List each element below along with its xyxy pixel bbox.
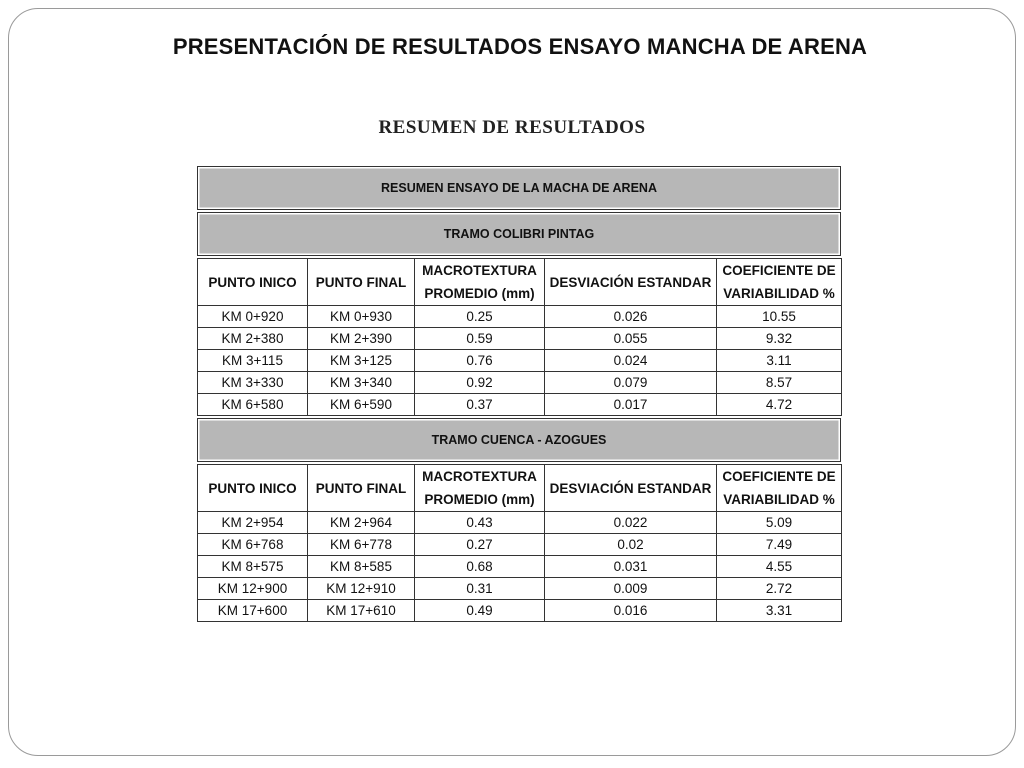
cell-desviacion: 0.017 — [545, 394, 717, 416]
cell-coeficiente: 5.09 — [717, 512, 842, 534]
table-banner: RESUMEN ENSAYO DE LA MACHA DE ARENA — [197, 166, 841, 210]
cell-punto-inicio: KM 3+115 — [198, 350, 308, 372]
section-title: TRAMO COLIBRI PINTAG — [197, 212, 841, 256]
column-header-punto-inicio: PUNTO INICO — [198, 465, 308, 512]
cell-punto-inicio: KM 6+580 — [198, 394, 308, 416]
cell-macrotextura: 0.43 — [415, 512, 545, 534]
cell-punto-inicio: KM 3+330 — [198, 372, 308, 394]
cell-punto-final: KM 17+610 — [308, 600, 415, 622]
cell-macrotextura: 0.59 — [415, 328, 545, 350]
cell-punto-final: KM 6+590 — [308, 394, 415, 416]
column-header-punto-inicio: PUNTO INICO — [198, 259, 308, 306]
table-row — [198, 556, 842, 578]
cell-coeficiente: 8.57 — [717, 372, 842, 394]
cell-macrotextura: 0.92 — [415, 372, 545, 394]
cell-desviacion: 0.02 — [545, 534, 717, 556]
cell-desviacion: 0.026 — [545, 306, 717, 328]
cell-coeficiente: 3.11 — [717, 350, 842, 372]
results-table — [197, 166, 843, 622]
section-table — [197, 258, 842, 416]
cell-coeficiente: 4.55 — [717, 556, 842, 578]
cell-desviacion: 0.055 — [545, 328, 717, 350]
summary-heading: RESUMEN DE RESULTADOS — [378, 117, 646, 138]
cell-punto-inicio: KM 8+575 — [198, 556, 308, 578]
cell-punto-inicio: KM 2+380 — [198, 328, 308, 350]
header-row — [198, 259, 842, 306]
cell-punto-inicio: KM 2+954 — [198, 512, 308, 534]
table-row — [198, 534, 842, 556]
cell-punto-inicio: KM 6+768 — [198, 534, 308, 556]
cell-desviacion: 0.016 — [545, 600, 717, 622]
table-row — [198, 512, 842, 534]
cell-desviacion: 0.031 — [545, 556, 717, 578]
table-row — [198, 372, 842, 394]
cell-macrotextura: 0.37 — [415, 394, 545, 416]
column-header-punto-final: PUNTO FINAL — [308, 259, 415, 306]
column-header-desviacion: DESVIACIÓN ESTANDAR — [545, 465, 717, 512]
cell-macrotextura: 0.68 — [415, 556, 545, 578]
cell-punto-inicio: KM 17+600 — [198, 600, 308, 622]
section-table — [197, 464, 842, 622]
cell-punto-final: KM 3+340 — [308, 372, 415, 394]
sections-container — [197, 212, 843, 622]
cell-macrotextura: 0.27 — [415, 534, 545, 556]
page-title: PRESENTACIÓN DE RESULTADOS ENSAYO MANCHA DE ARENA — [172, 34, 868, 59]
column-header-macrotextura: MACROTEXTURA PROMEDIO (mm) — [415, 259, 545, 306]
table-row — [198, 328, 842, 350]
header-row — [198, 465, 842, 512]
cell-coeficiente: 3.31 — [717, 600, 842, 622]
cell-macrotextura: 0.25 — [415, 306, 545, 328]
cell-desviacion: 0.022 — [545, 512, 717, 534]
cell-macrotextura: 0.31 — [415, 578, 545, 600]
cell-macrotextura: 0.76 — [415, 350, 545, 372]
cell-punto-final: KM 0+930 — [308, 306, 415, 328]
section-title: TRAMO CUENCA - AZOGUES — [197, 418, 841, 462]
table-row — [198, 306, 842, 328]
table-row — [198, 600, 842, 622]
column-header-punto-final: PUNTO FINAL — [308, 465, 415, 512]
cell-punto-inicio: KM 0+920 — [198, 306, 308, 328]
cell-coeficiente: 4.72 — [717, 394, 842, 416]
column-header-coeficiente: COEFICIENTE DE VARIABILIDAD % — [717, 259, 842, 306]
cell-punto-inicio: KM 12+900 — [198, 578, 308, 600]
column-header-coeficiente: COEFICIENTE DE VARIABILIDAD % — [717, 465, 842, 512]
table-row — [198, 350, 842, 372]
cell-punto-final: KM 2+964 — [308, 512, 415, 534]
cell-desviacion: 0.079 — [545, 372, 717, 394]
table-row — [198, 578, 842, 600]
cell-desviacion: 0.024 — [545, 350, 717, 372]
cell-punto-final: KM 3+125 — [308, 350, 415, 372]
column-header-desviacion: DESVIACIÓN ESTANDAR — [545, 259, 717, 306]
cell-coeficiente: 2.72 — [717, 578, 842, 600]
cell-punto-final: KM 12+910 — [308, 578, 415, 600]
cell-punto-final: KM 8+585 — [308, 556, 415, 578]
column-header-macrotextura: MACROTEXTURA PROMEDIO (mm) — [415, 465, 545, 512]
cell-punto-final: KM 2+390 — [308, 328, 415, 350]
cell-coeficiente: 7.49 — [717, 534, 842, 556]
cell-desviacion: 0.009 — [545, 578, 717, 600]
cell-coeficiente: 10.55 — [717, 306, 842, 328]
cell-punto-final: KM 6+778 — [308, 534, 415, 556]
table-row — [198, 394, 842, 416]
cell-macrotextura: 0.49 — [415, 600, 545, 622]
cell-coeficiente: 9.32 — [717, 328, 842, 350]
